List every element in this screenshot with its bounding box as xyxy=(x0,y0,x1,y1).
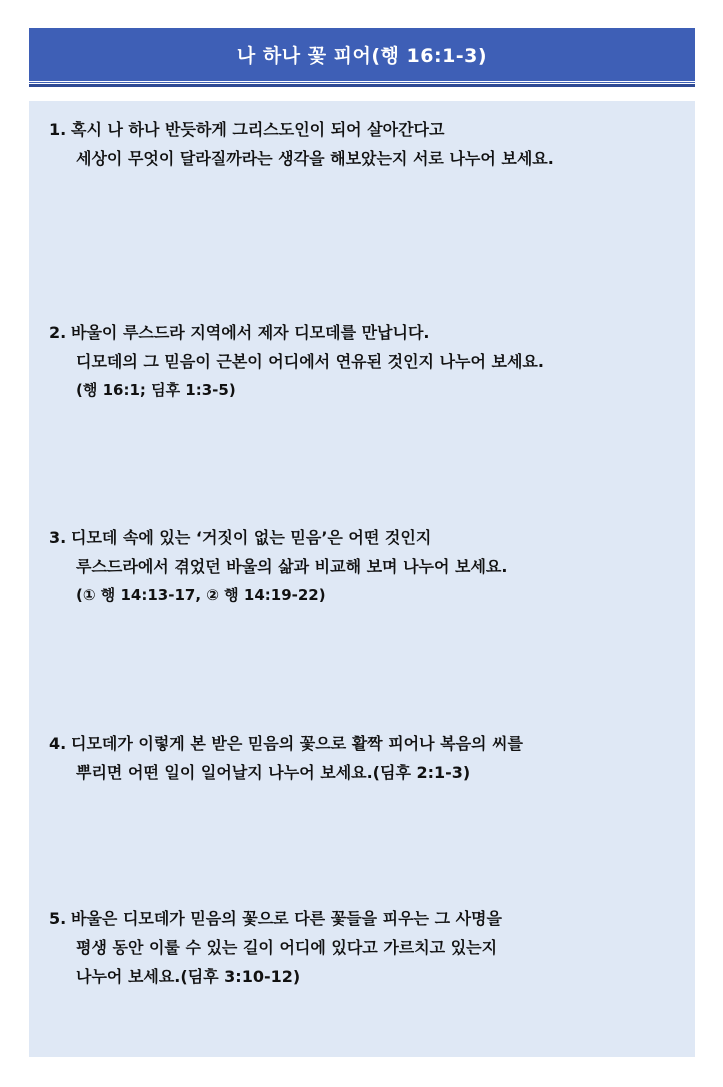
question-3 xyxy=(49,523,679,610)
question-5-text-1: 바울은 디모데가 믿음의 꽃으로 다른 꽃들을 피우는 그 사명을 xyxy=(71,909,502,928)
question-2-text-2: 디모데의 그 믿음이 근본이 어디에서 연유된 것인지 나누어 보세요. xyxy=(76,352,544,371)
question-4-text-2: 뿌리면 어떤 일이 일어날지 나누어 보세요.(딤후 2:1-3) xyxy=(76,763,471,782)
title-banner xyxy=(29,28,695,84)
question-5-text-3: 나누어 보세요.(딤후 3:10-12) xyxy=(76,967,301,986)
question-3-line-1 xyxy=(49,523,679,552)
question-3-reference: (① 행 14:13-17, ② 행 14:19-22) xyxy=(76,586,326,604)
question-3-text-1: 디모데 속에 있는 ‘거짓이 없는 믿음’은 어떤 것인지 xyxy=(71,528,432,547)
page-title: 나 하나 꽃 피어(행 16:1-3) xyxy=(236,45,488,67)
question-2-text-1: 바울이 루스드라 지역에서 제자 디모데를 만납니다. xyxy=(71,323,430,342)
question-4 xyxy=(49,729,679,787)
question-2-reference: (행 16:1; 딤후 1:3-5) xyxy=(76,381,236,399)
question-3-number: 3. xyxy=(49,528,67,547)
question-2-line-1 xyxy=(49,318,679,347)
question-3-text-2: 루스드라에서 겪었던 바울의 삶과 비교해 보며 나누어 보세요. xyxy=(76,557,508,576)
question-1-number: 1. xyxy=(49,120,67,139)
question-2 xyxy=(49,318,679,405)
question-5-text-2: 평생 동안 이룰 수 있는 길이 어디에 있다고 가르치고 있는지 xyxy=(76,938,498,957)
question-5-line-1 xyxy=(49,904,679,933)
question-1 xyxy=(49,115,679,173)
questions-panel xyxy=(29,101,695,1057)
question-1-text-1: 혹시 나 하나 반듯하게 그리스도인이 되어 살아간다고 xyxy=(71,120,445,139)
question-5-number: 5. xyxy=(49,909,67,928)
question-4-line-1 xyxy=(49,729,679,758)
question-1-text-2: 세상이 무엇이 달라질까라는 생각을 해보았는지 서로 나누어 보세요. xyxy=(76,149,554,168)
question-2-number: 2. xyxy=(49,323,67,342)
question-5 xyxy=(49,904,679,991)
question-4-text-1: 디모데가 이렇게 본 받은 믿음의 꽃으로 활짝 피어나 복음의 씨를 xyxy=(71,734,523,753)
question-4-number: 4. xyxy=(49,734,67,753)
question-1-line-1 xyxy=(49,115,679,144)
